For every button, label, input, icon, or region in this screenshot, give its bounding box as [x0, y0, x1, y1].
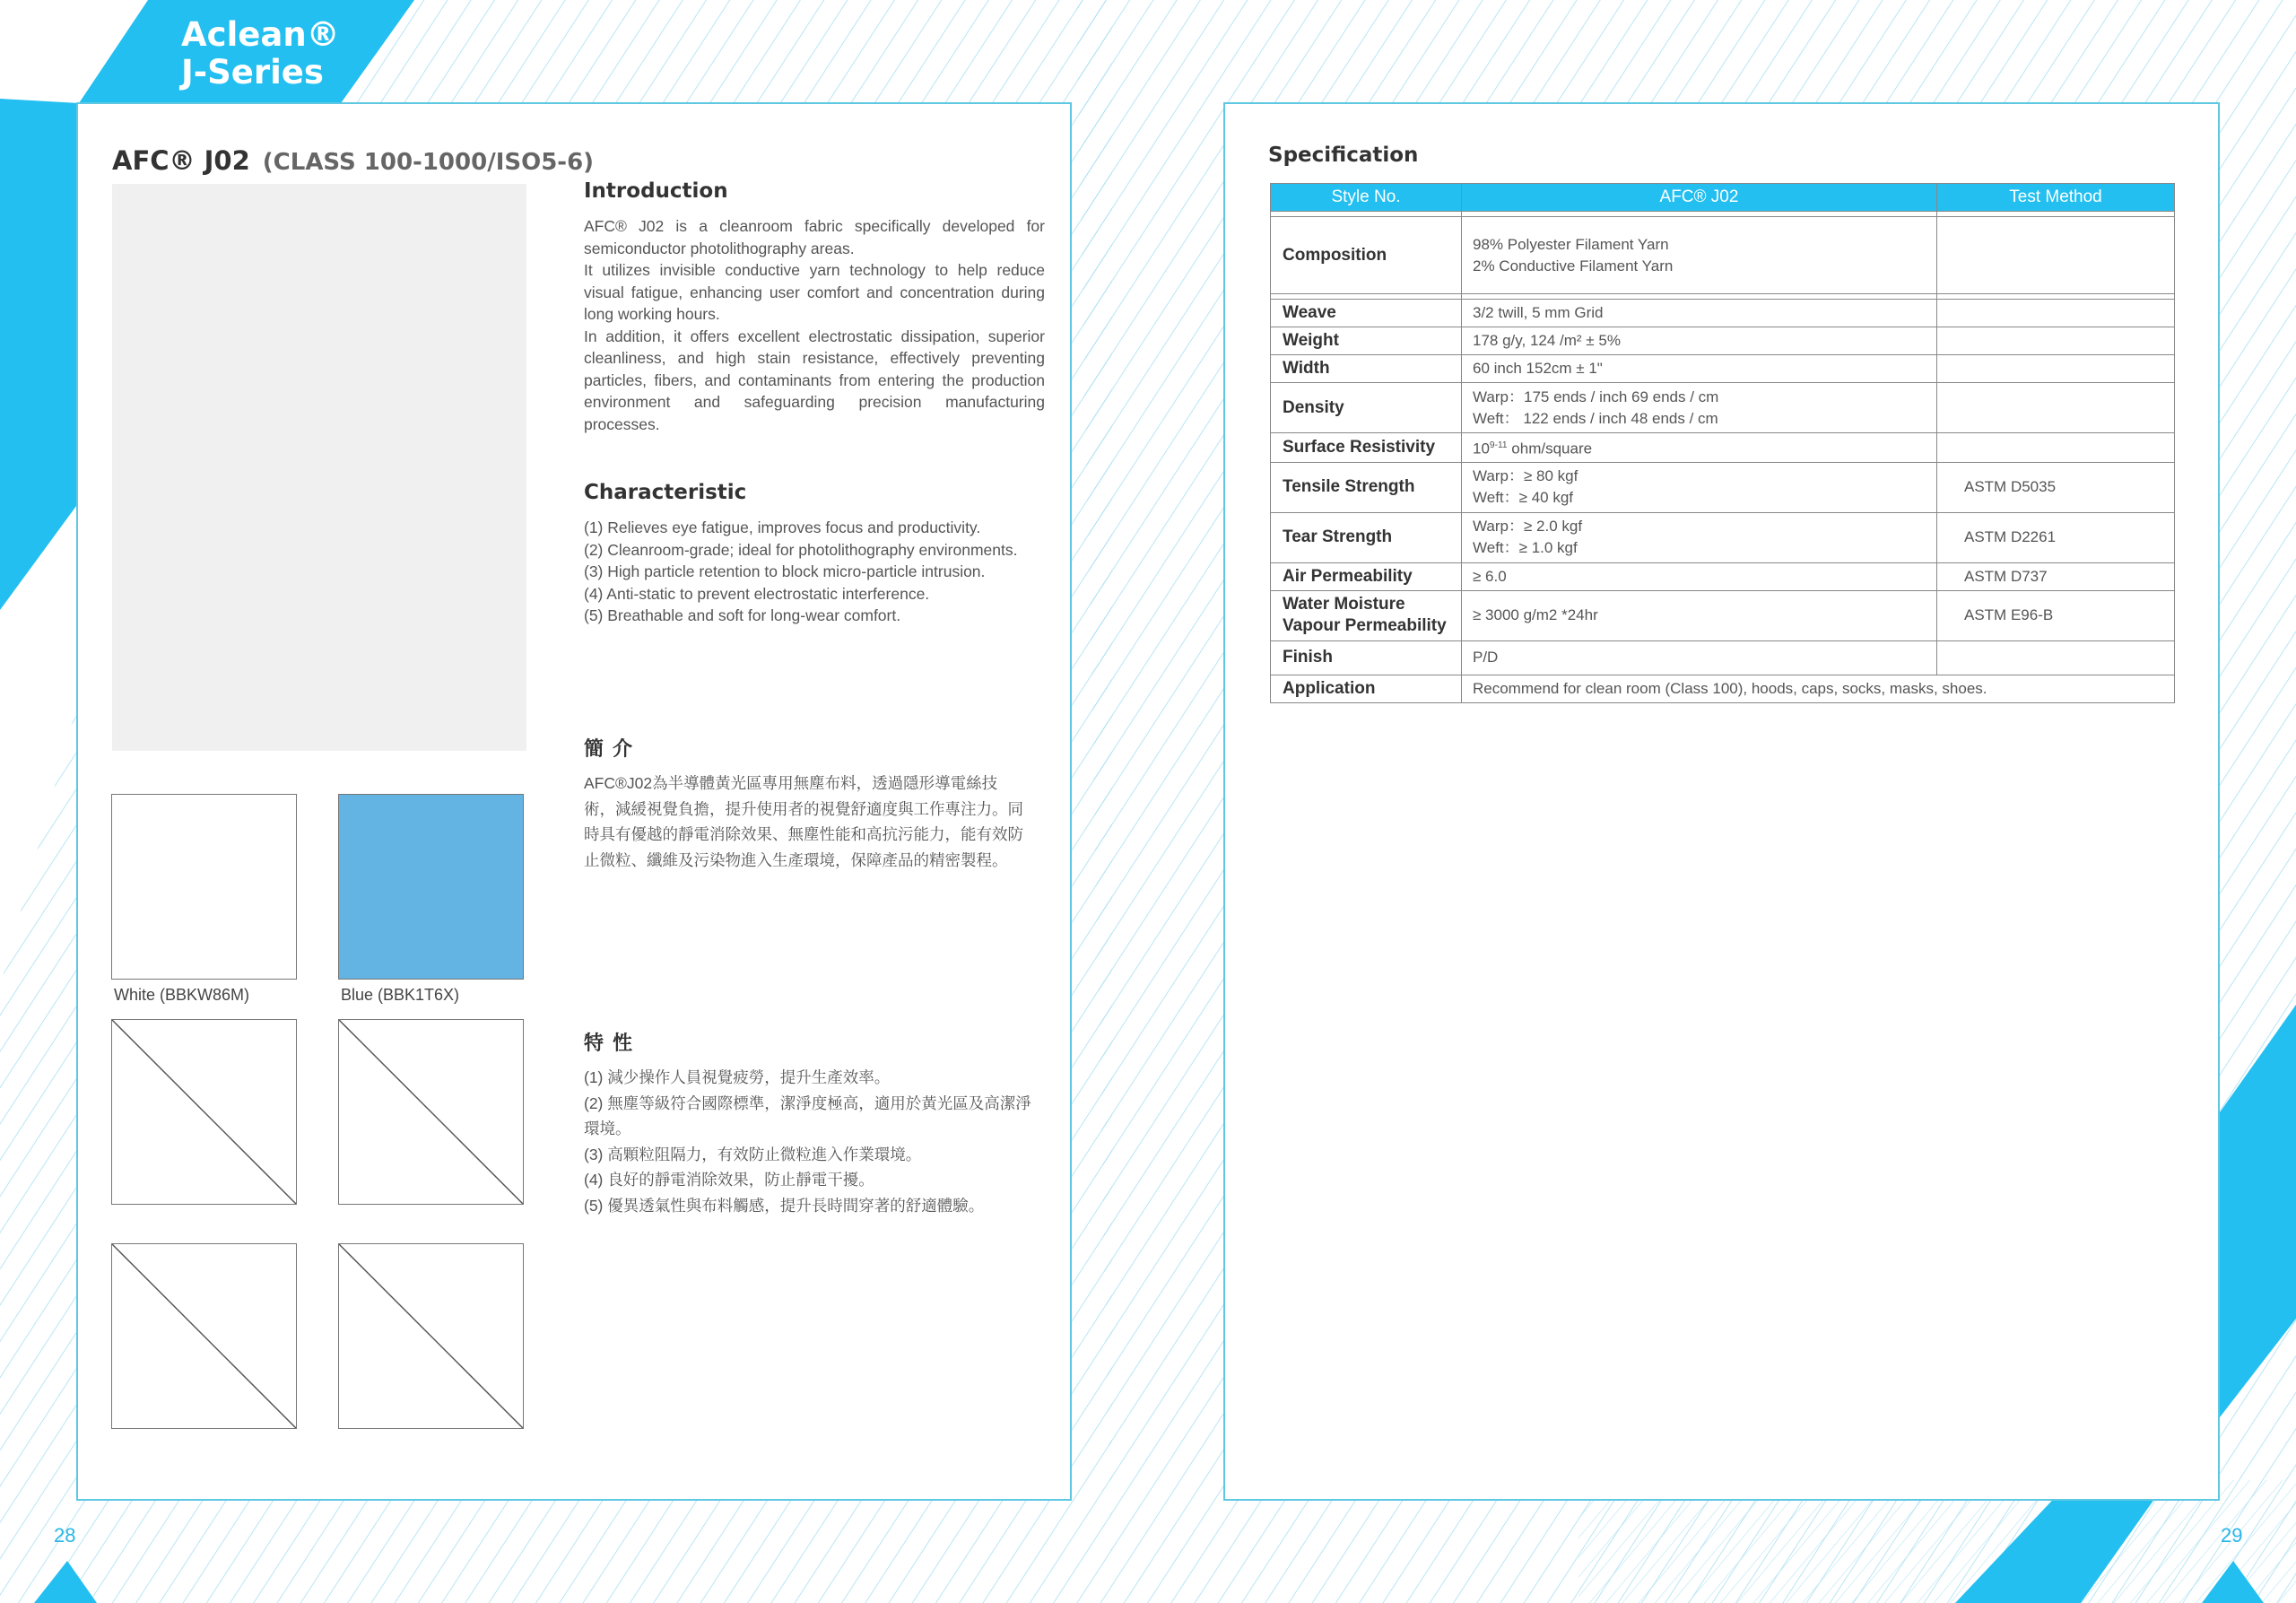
characteristic-heading: Characteristic: [584, 481, 747, 504]
row-label: Tear Strength: [1271, 512, 1462, 562]
table-row: [1271, 327, 2175, 355]
brand-line2: J-Series: [181, 53, 324, 91]
row-label: Weave: [1271, 300, 1462, 327]
label-line: Vapour Permeability: [1283, 616, 1447, 636]
intro-cn-text: AFC®J02為半導體黃光區專用無塵布料，透過隱形導電絲技術，減緩視覺負擔，提升使用者的視覺舒適度與工作專注力。同時具有優越的靜電消除效果、無塵性能和高抗污能力，能有效防止微粒、纖維及污染物進入生產環境，保障產品的精密製程。: [584, 774, 1023, 869]
row-label: Density: [1271, 383, 1462, 433]
intro-cn-heading: 簡介: [584, 737, 642, 760]
features-cn-item: (4) 良好的靜電消除效果，防止靜電干擾。: [584, 1171, 874, 1189]
row-method: [1937, 327, 2175, 355]
right-page-panel: [1223, 102, 2220, 1501]
row-method: ASTM D5035: [1937, 462, 2175, 512]
row-value: 3/2 twill, 5 mm Grid: [1462, 300, 1937, 327]
table-row: [1271, 640, 2175, 675]
row-value: [1462, 462, 1937, 512]
row-method: ASTM D737: [1937, 562, 2175, 590]
row-label: Width: [1271, 355, 1462, 383]
value-line: Weft： 122 ends / inch 48 ends / cm: [1473, 409, 1718, 427]
characteristic-item: (2) Cleanroom-grade; ideal for photolithography environments.: [584, 540, 1018, 559]
characteristic-item: (1) Relieves eye fatigue, improves focus and productivity.: [584, 518, 981, 536]
value-unit: ohm/square: [1507, 440, 1593, 457]
features-cn-item: (5) 優異透氣性與布料觸感，提升長時間穿著的舒適體驗。: [584, 1196, 985, 1215]
table-row: [1271, 590, 2175, 640]
table-row: [1271, 512, 2175, 562]
row-label: Composition: [1271, 217, 1462, 294]
brand-line1: Aclean®: [181, 15, 340, 54]
row-value: P/D: [1462, 640, 1937, 675]
introduction-paragraph: AFC® J02 is a cleanroom fabric specifically developed for semiconductor photolithography areas.: [584, 217, 1045, 257]
table-row: [1271, 433, 2175, 463]
table-row: [1271, 383, 2175, 433]
product-class: (CLASS 100-1000/ISO5-6): [262, 149, 595, 176]
row-label: Air Permeability: [1271, 562, 1462, 590]
table-row: [1271, 300, 2175, 327]
header-product: AFC® J02: [1462, 184, 1937, 212]
label-line: Water Moisture: [1283, 595, 1405, 614]
product-photo: [112, 184, 526, 751]
introduction-paragraph: In addition, it offers excellent electrostatic dissipation, superior cleanliness, and high stain resistance, effectively preventing particles, fibers, and contaminants from entering the production environment and safeguarding precision manufacturing processes.: [584, 327, 1045, 433]
row-value: Recommend for clean room (Class 100), hoods, caps, socks, masks, shoes.: [1462, 675, 2175, 702]
features-cn-item: (1) 減少操作人員視覺疲勞，提升生產效率。: [584, 1068, 891, 1086]
swatch-placeholder: [111, 1019, 297, 1205]
value-line: Warp：175 ends / inch 69 ends / cm: [1473, 388, 1719, 405]
row-method: [1937, 217, 2175, 294]
row-value: [1462, 383, 1937, 433]
table-row: [1271, 675, 2175, 702]
product-name: AFC® J02: [112, 145, 250, 176]
row-value: [1462, 512, 1937, 562]
swatch-white: [111, 794, 297, 980]
swatch-blue-label: Blue (BBK1T6X): [341, 986, 460, 1004]
characteristic-item: (3) High particle retention to block micro-particle intrusion.: [584, 562, 986, 580]
row-label: Finish: [1271, 640, 1462, 675]
row-label: Application: [1271, 675, 1462, 702]
row-value: ≥ 3000 g/m2 *24hr: [1462, 590, 1937, 640]
value-base: 10: [1473, 440, 1490, 457]
product-title: [112, 145, 594, 176]
value-exponent: 9-11: [1489, 440, 1508, 450]
row-method: [1937, 383, 2175, 433]
introduction-paragraph: It utilizes invisible conductive yarn technology to help reduce visual fatigue, enhancing user comfort and concentration during long working hours.: [584, 261, 1045, 323]
row-value: ≥ 6.0: [1462, 562, 1937, 590]
features-cn-item: (2) 無塵等級符合國際標準，潔淨度極高，適用於黃光區及高潔淨環境。: [584, 1093, 1031, 1137]
row-method: [1937, 433, 2175, 463]
value-line: Weft：≥ 40 kgf: [1473, 489, 1574, 507]
header-style-no: Style No.: [1271, 184, 1462, 212]
value-line: 2% Conductive Filament Yarn: [1473, 257, 1674, 274]
features-cn-section: [584, 1028, 1032, 1218]
features-cn-heading: 特性: [584, 1032, 642, 1054]
left-wedge: [0, 99, 79, 610]
row-method: [1937, 355, 2175, 383]
table-row: [1271, 355, 2175, 383]
brand-logo: [181, 16, 340, 91]
row-label: Weight: [1271, 327, 1462, 355]
row-method: ASTM E96-B: [1937, 590, 2175, 640]
value-line: 98% Polyester Filament Yarn: [1473, 235, 1669, 253]
swatch-white-label: White (BBKW86M): [114, 986, 250, 1004]
introduction-heading: Introduction: [584, 179, 728, 203]
specification-table: [1270, 183, 2175, 703]
row-value: [1462, 433, 1937, 463]
swatch-placeholder: [338, 1019, 524, 1205]
row-value: [1462, 217, 1937, 294]
row-method: [1937, 640, 2175, 675]
row-label: Surface Resistivity: [1271, 433, 1462, 463]
page-number-left: 28: [54, 1524, 76, 1546]
features-cn-item: (3) 高顆粒阻隔力，有效防止微粒進入作業環境。: [584, 1145, 922, 1163]
row-method: ASTM D2261: [1937, 512, 2175, 562]
row-method: [1937, 300, 2175, 327]
characteristic-item: (5) Breathable and soft for long-wear comfort.: [584, 606, 901, 624]
introduction-section: [584, 179, 1045, 435]
characteristic-section: [584, 481, 1045, 627]
table-row: [1271, 562, 2175, 590]
row-value: 178 g/y, 124 /m² ± 5%: [1462, 327, 1937, 355]
left-page-panel: [76, 102, 1072, 1501]
specification-heading: Specification: [1268, 144, 1419, 167]
swatch-placeholder: [338, 1243, 524, 1429]
table-header-row: [1271, 184, 2175, 212]
table-row: [1271, 462, 2175, 512]
row-label: [1271, 590, 1462, 640]
table-row: [1271, 217, 2175, 294]
value-line: Warp：≥ 2.0 kgf: [1473, 518, 1583, 536]
header-test-method: Test Method: [1937, 184, 2175, 212]
value-line: Weft：≥ 1.0 kgf: [1473, 539, 1578, 557]
intro-cn-section: [584, 734, 1027, 873]
characteristic-item: (4) Anti-static to prevent electrostatic interference.: [584, 584, 930, 603]
row-value: 60 inch 152cm ± 1": [1462, 355, 1937, 383]
swatch-blue: [338, 794, 524, 980]
swatch-placeholder: [111, 1243, 297, 1429]
page-number-right: 29: [2221, 1524, 2243, 1546]
value-line: Warp：≥ 80 kgf: [1473, 467, 1578, 485]
row-label: Tensile Strength: [1271, 462, 1462, 512]
